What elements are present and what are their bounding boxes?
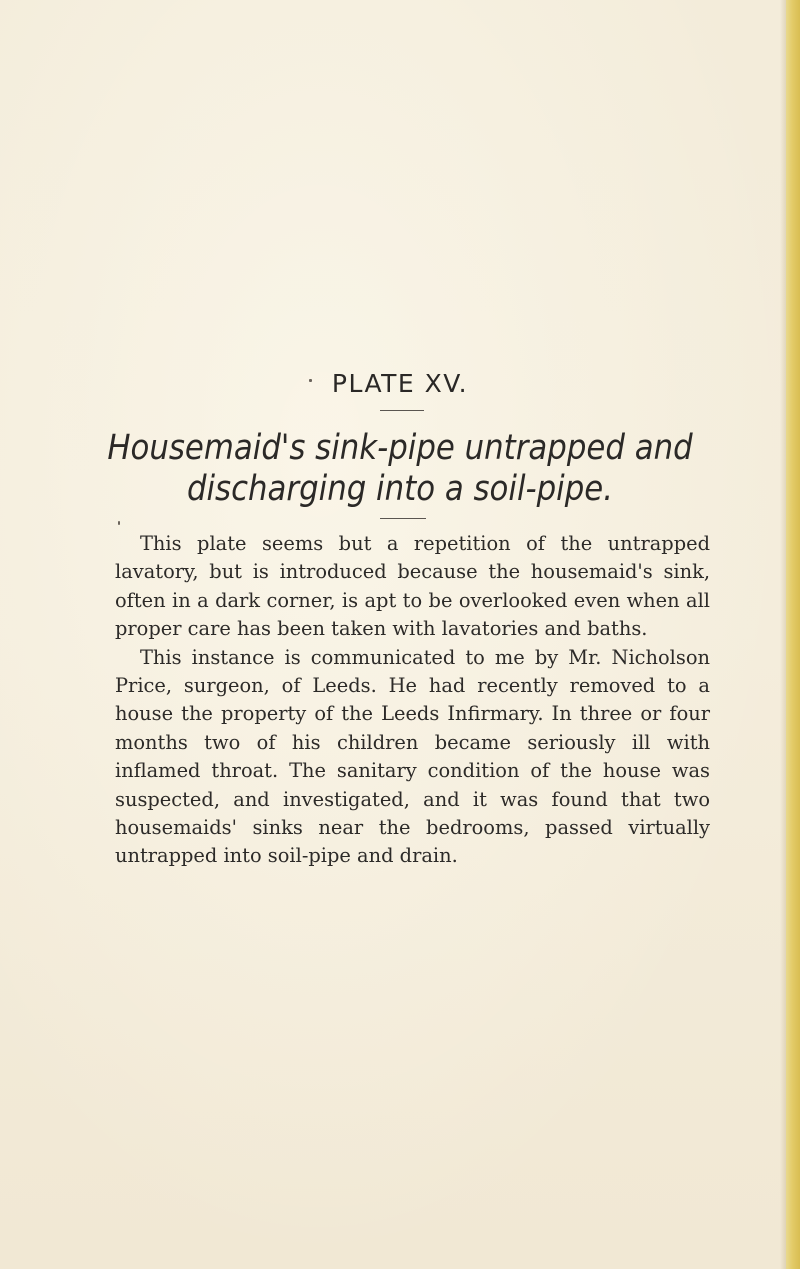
adjacent-page-edge [786,0,800,1269]
plate-title: PLATE XV. [331,369,469,398]
title-rule [380,410,424,411]
plate-heading-line-2: discharging into a soil-pipe. [186,469,614,509]
paragraph-1: This plate seems but a repetition of the untrapped lavatory, but is introduced because the housemaid's sink, often in a dark corner, is apt to be overlooked even when all proper care has been taken with lavatories and baths. [115,532,710,641]
print-speck [118,521,120,525]
heading-rule [380,518,426,519]
paragraph-2: This instance is communicated to me by Mr. Nicholson Price, surgeon, of Leeds. He had recently removed to a house the property of the Leeds Infirmary. In three or four months two of his children became seriously ill with inflamed throat. The sanitary condition of the house was suspected, and investigated, and it was found that two housemaids' sinks near the bedrooms, passed virtually untrapped into soil-pipe and drain. [115,645,710,868]
body-text [115,530,710,871]
plate-heading-line-1: Housemaid's sink-pipe untrapped and [107,428,693,468]
